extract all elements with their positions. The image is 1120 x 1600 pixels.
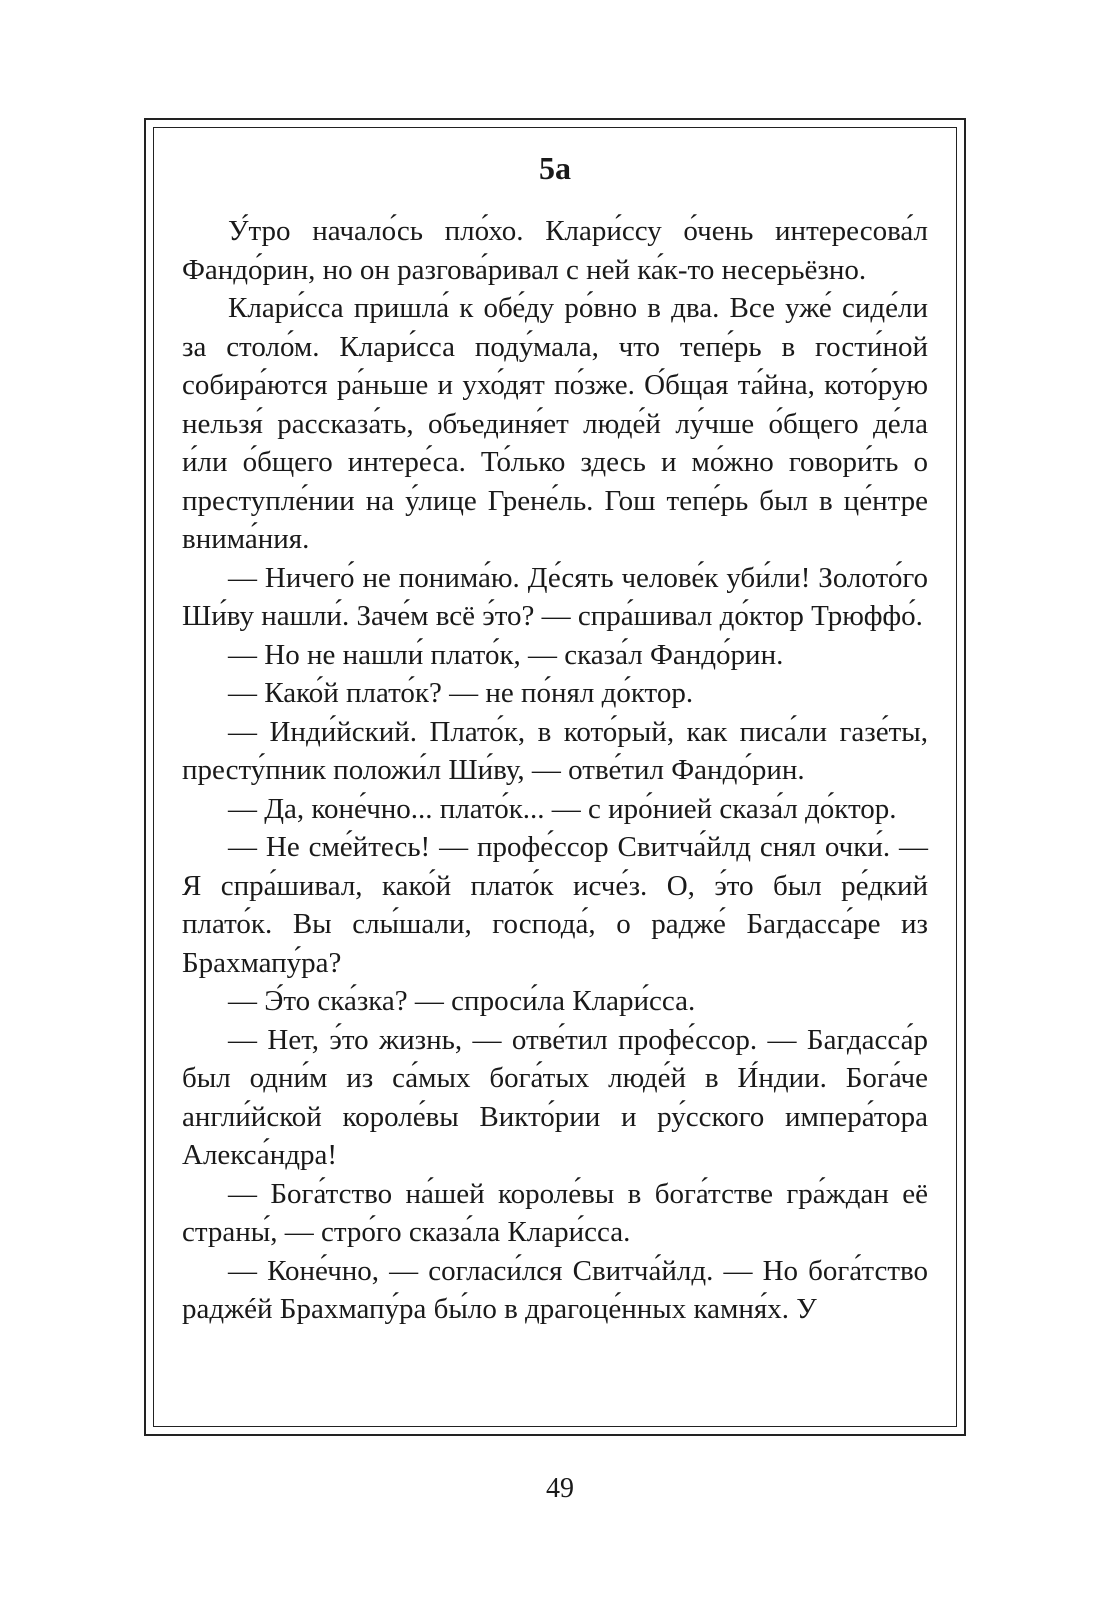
paragraph: — Како́й плато́к? — не по́нял до́ктор.	[228, 677, 694, 709]
paragraph: — Коне́чно, — согласи́лся Свитча́йлд. — Но бога́тство раджéй Брахмапу́ра бы́ло в драгоце́нных камня́х. У	[182, 1254, 928, 1325]
paragraph: У́тро начало́сь пло́хо. Клари́ссу о́чень интересова́л Фандо́рин, но он разгова́ривал с ней ка́к-то несерьёзно.	[182, 215, 928, 286]
paragraph: — Не сме́йтесь! — профе́ссор Свитча́йлд снял очки́. — Я спра́шивал, како́й плато́к исче́з. О, э́то был ре́дкий плато́к. Вы слы́шали, господа́, о радже́ Багдасса́ре из Брахмапу́ра?	[182, 831, 928, 979]
chapter-heading: 5а	[539, 150, 571, 186]
page-number: 49	[546, 1473, 574, 1504]
paragraph: — Да, коне́чно... плато́к... — с иро́нией сказа́л до́ктор.	[228, 792, 897, 825]
text-body	[182, 212, 928, 1329]
paragraph: — Инди́йский. Плато́к, в кото́рый, как писа́ли газе́ты, престу́пник положи́л Ши́ву, — отве́тил Фандо́рин.	[182, 715, 928, 786]
paragraph: — Бога́тство на́шей короле́вы в бога́тстве гра́ждан её страны́, — стро́го сказа́ла Клари́сса.	[182, 1177, 928, 1248]
paragraph: — Нет, э́то жизнь, — отве́тил профе́ссор. — Багдасса́р был одни́м из са́мых бога́тых люде́й в И́ндии. Бога́че англи́йской короле́вы Викто́рии и ру́сского импера́тора Алекса́ндра!	[182, 1023, 928, 1171]
paragraph: — Но не нашли́ плато́к, — сказа́л Фандо́рин.	[228, 638, 784, 671]
paragraph: — Ничего́ не понима́ю. Де́сять челове́к уби́ли! Золото́го Ши́ву нашли́. Заче́м всё э́то? — спра́шивал до́ктор Трюффо́.	[182, 561, 928, 632]
paragraph: — Э́то ска́зка? — спроси́ла Клари́сса.	[228, 985, 696, 1017]
paragraph: Клари́сса пришла́ к обе́ду ро́вно в два. Все уже́ сиде́ли за столо́м. Клари́сса поду́мала, что тепе́рь в гости́ной собира́ются ра́ньше и ухо́дят по́зже. О́бщая та́йна, кото́рую нельзя́ рассказа́ть, объединя́ет люде́й лу́чше о́бщего де́ла и́ли о́бщего интере́са. То́лько здесь и мо́жно говори́ть о преступле́нии на у́лице Грене́ль. Гош тепе́рь был в це́нтре внима́ния.	[182, 292, 928, 555]
